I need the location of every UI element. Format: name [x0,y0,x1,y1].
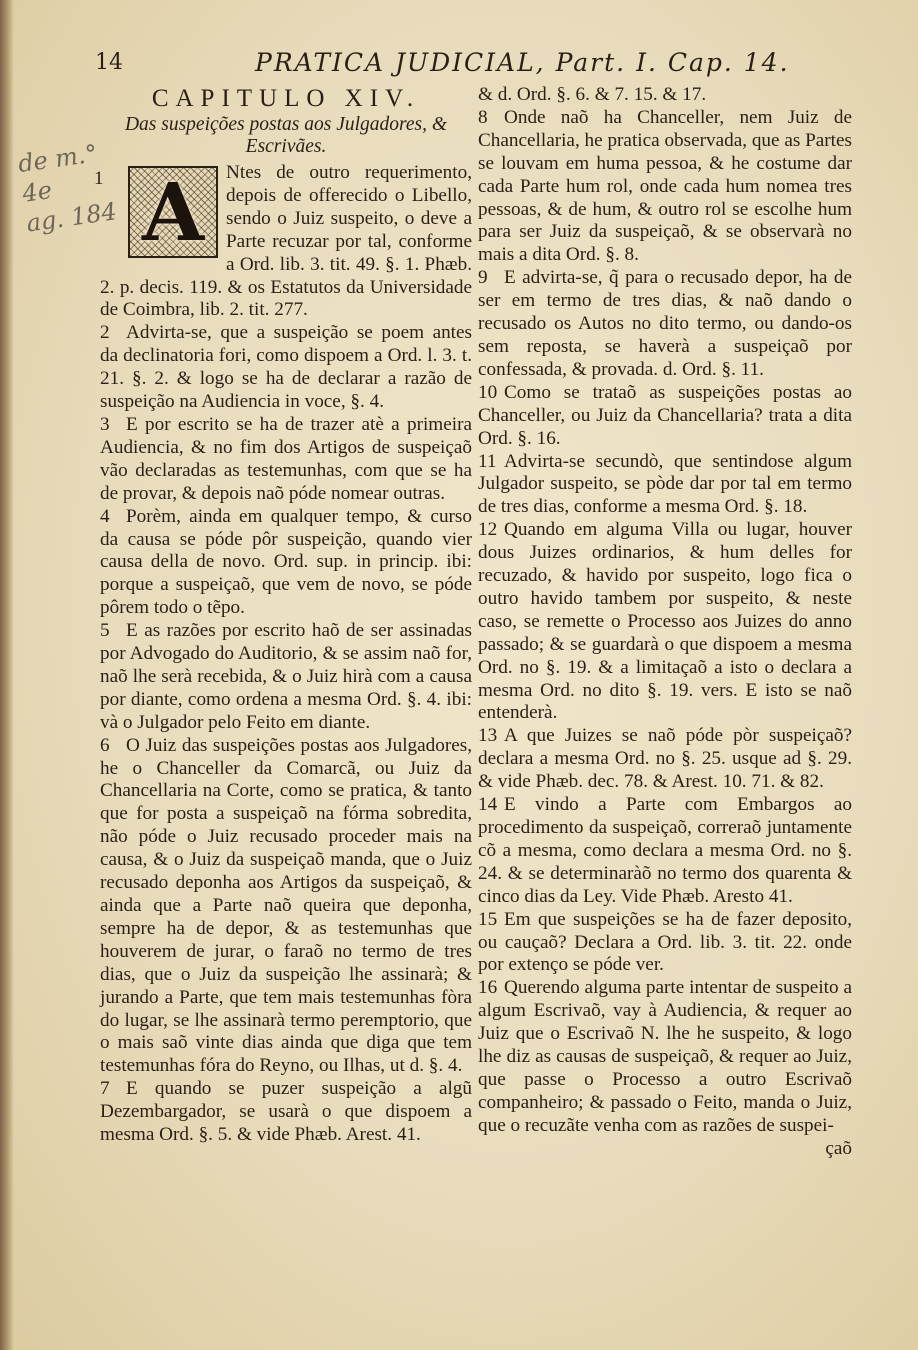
paragraph-number: 9 [478,267,488,289]
paragraph-7 [100,1078,472,1147]
paragraph-16 [478,977,852,1137]
left-column [94,84,472,1147]
paragraph-3 [100,414,472,506]
paragraph-number: 4 [100,505,110,527]
paragraph-6 [100,735,472,1079]
running-title: PRATICA JUDICIAL, Part. I. Cap. 14. [255,48,790,77]
paragraph-number: 14 [478,794,498,816]
right-column [478,84,852,1161]
paragraph-number: 12 [478,519,498,541]
paragraph-number: 13 [478,725,498,747]
continuation-line: & d. Ord. §. 6. & 7. 15. & 17. [478,84,707,105]
paragraph-number: 1 [94,168,104,189]
paragraph-13 [478,725,852,794]
paragraph-text: Ntes de outro requerimento, depois de offerecido o Libello, sendo o Juiz suspeito, o deve a Parte recuzar por tal, conforme a Ord. lib. 3. tit. 49. §. 1. Phæb. 2. p. decis. 119. & os Estatutos da Universidade de Coimbra, lib. 2. tit. 277. [100,162,472,321]
paragraph-5 [100,620,472,735]
decorated-initial [128,166,218,258]
paragraph-number: 2 [100,322,110,344]
paragraph-text: Onde naõ ha Chanceller, nem Juiz de Chancellaria, he pratica observada, que as Partes se louvam em huma pessoa, & he costume dar cada Parte hum rol, onde cada hum nomea tres pessoas, & de hum, & outro rol se escolhe hum para ser Juiz da suspeiçaõ, & se observarà no mais a dita Ord. §. 8. [478,106,852,266]
paragraph-text: Advirta-se secundò, que sentindose algum Julgador suspeito, se pòde dar por tal em termo de tres dias, conforme a mesma Ord. §. 18. [478,450,852,518]
paragraph-15 [478,909,852,978]
paragraph-text: E quando se puzer suspeição a algũ Dezembargador, se usarà o que dispoem a mesma Ord. §. 5. & vide Phæb. Arest. 41. [100,1078,472,1146]
right-paragraphs [478,107,852,1138]
paragraph-text: Em que suspeições se ha de fazer deposito, ou cauçaõ? Declara a Ord. lib. 3. tit. 22. onde por extenço se póde ver. [478,908,852,976]
paragraph-number: 7 [100,1078,110,1100]
paragraph-number: 3 [100,413,110,435]
paragraph-text: A que Juizes se naõ póde pòr suspeiçaõ? declara a mesma Ord. no §. 25. usque ad §. 29. & vide Phæb. dec. 78. & Arest. 10. 71. & 82. [478,725,852,793]
paragraph-text: Advirta-se, que a suspeição se poem antes da declinatoria fori, como dispoem a Ord. l. 3. t. 21. §. 2. & logo se ha de declarar a razão de suspeição na Audiencia in voce, §. 4. [100,322,472,413]
paragraph-text: Como se trataõ as suspeições postas ao Chanceller, ou Juiz da Chancellaria? trata a dita Ord. §. 16. [478,381,852,449]
paragraph-9 [478,267,852,382]
paragraph-number: 11 [478,450,497,472]
paragraph-text: E por escrito se ha de trazer atè a primeira Audiencia, & no fim dos Artigos de suspeiçaõ vão declaradas as testemunhas, com que se ha de provar, & depois naõ póde nomear outras. [100,413,472,504]
paragraph-1 [94,162,472,322]
paragraph-text: Querendo alguma parte intentar de suspeito a algum Escrivaõ, vay à Audiencia, & requer ao Juiz que o Escrivaõ N. lhe he suspeito, & logo lhe diz as causas de suspeiçaõ, & requer ao Juiz, que passe o Processo a outro Escrivaõ companheiro; & passado o Feito, manda o Juiz, que o recuzãte venha com as razões de suspei- [478,977,852,1136]
initial-letter: A [141,165,205,259]
paragraph-number: 8 [478,106,488,128]
chapter-subtitle: Das suspeições postas aos Julgadores, & Escrivães. [124,114,448,157]
paragraph-text: E advirta-se, q̃ para o recusado depor, ha de ser em termo de tres dias, & naõ dando o recusado os Autos no dito termo, ou dando-os sem reposta, se haverà a suspeiçaõ por confessada, & provada. d. Ord. §. 11. [478,267,852,380]
paragraph-8 [478,107,852,267]
marginalia-line: ag. 184 [24,197,119,238]
paragraph-number: 15 [478,908,498,930]
page-number: 14 [95,50,123,75]
paragraph-number: 5 [100,620,110,642]
paragraph-number: 10 [478,381,498,403]
marginalia-line: de m.° 4e [16,139,100,208]
paragraph-number: 16 [478,977,498,999]
paragraph-11 [478,451,852,520]
catchword: çaõ [825,1137,852,1159]
paragraph-10 [478,382,852,451]
paragraph-text: Quando em alguma Villa ou lugar, houver dous Juizes ordinarios, & hum delles for recuzado, & havido por suspeito, logo fica o outro havido tambem por suspeito, & neste caso, se remette o Processo aos Juizes do anno passado; & se guardarà o que dispoem a mesma Ord. no §. 19. & a limitaçaõ a isto o declara a mesma Ord. no dito §. 19. vers. E isto se naõ entenderà. [478,519,852,724]
paragraph-text: E vindo a Parte com Embargos ao procedimento da suspeiçaõ, correraõ juntamente cõ a mesma, como declara a mesma Ord. no §. 24. & se determinaràõ no termo dos quarenta & cinco dias da Ley. Vide Phæb. Aresto 41. [478,794,852,907]
paragraph-text: Porèm, ainda em qualquer tempo, & curso da causa se póde pôr suspeição, quando vier causa della de novo. Ord. sup. in princip. ibi: porque a suspeiçaõ, que vem de novo, se póde pôrem todo o tẽpo. [100,505,472,619]
left-paragraphs [100,322,472,1147]
paragraph-text: O Juiz das suspeições postas aos Julgadores, he o Chanceller da Comarcã, ou Juiz da Chancellaria na Corte, como se pratica, & tanto que for posta a suspeiçaõ na fórma sobredita, não póde o Juiz recusado proceder mais na causa, & o Juiz da suspeiçaõ manda, que o Juiz recusado deponha aos Artigos da suspeiçaõ, & ainda que a Parte naõ queira que deponha, sempre ha de depor, & as testemunhas que houverem de jurar, o faraõ no termo de tres dias, que o Juiz da suspeição lhe assinarà; & jurando a Parte, que tem mais testemunhas fòra do lugar, se lhe assinarà termo peremptorio, que o mais saõ vinte dias ainda que diga que tem testemunhas fóra do Reyno, ou Ilhas, ut d. §. 4. [100,734,472,1077]
paragraph-4 [100,506,472,621]
chapter-title: CAPITULO XIV. [151,85,421,112]
binding-gutter [0,0,14,1350]
paragraph-14 [478,794,852,909]
paragraph-number: 6 [100,734,110,756]
page-header [95,44,895,78]
paragraph-2 [100,322,472,414]
paragraph-text: E as razões por escrito haõ de ser assinadas por Advogado do Auditorio, & se assim naõ for, naõ lhe serà recebida, & o Juiz hirà com a causa por diante, como ordena a mesma Ord. §. 4. ibi: và o Julgador pelo Feito em diante. [100,620,472,733]
paragraph-12 [478,519,852,725]
